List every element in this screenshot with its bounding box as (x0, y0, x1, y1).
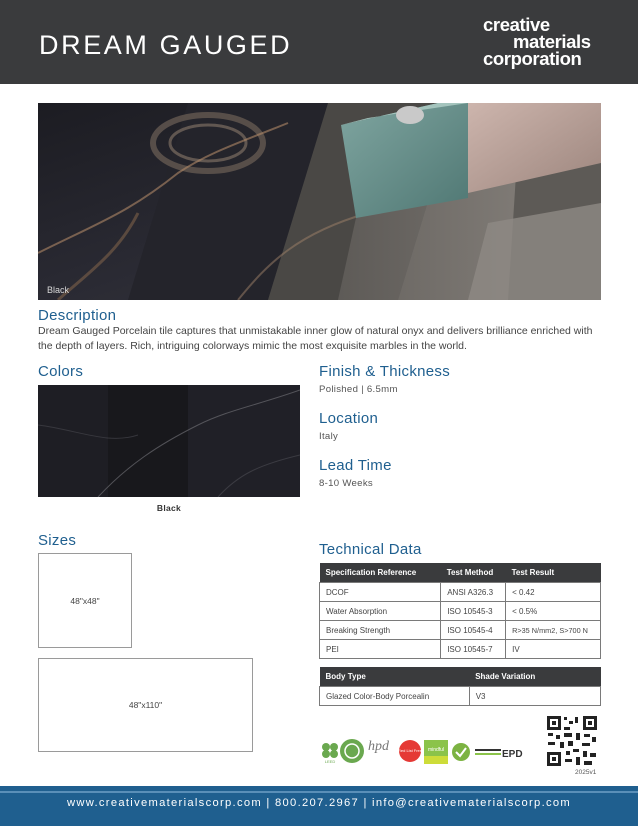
finish-heading: Finish & Thickness (319, 363, 451, 380)
logo-line-2: materials (513, 31, 591, 52)
epd-text: EPD (502, 749, 523, 760)
logo-line-3: corporation (483, 48, 582, 69)
location-value: Italy (319, 431, 339, 442)
table-cell: ISO 10545-4 (441, 621, 506, 640)
hero-caption: Black (47, 285, 70, 295)
size-label: 48"x48" (70, 595, 100, 606)
table-cell: ISO 10545-3 (441, 602, 506, 621)
hero-marble-illustration (38, 103, 601, 300)
size-box-square (38, 553, 132, 648)
colors-heading: Colors (38, 363, 84, 380)
hero-image (38, 103, 601, 300)
qr-code-icon (546, 715, 598, 772)
table-row (320, 583, 601, 602)
header-bar (0, 0, 638, 84)
table-cell: Water Absorption (320, 602, 441, 621)
table-cell: < 0.42 (506, 583, 601, 602)
table-row (320, 602, 601, 621)
table-cell: IV (506, 640, 601, 659)
table-cell: R>35 N/mm2, S>700 N (506, 621, 601, 640)
table-cell: Glazed Color-Body Porcealin (320, 687, 470, 706)
epd-icon (475, 744, 525, 765)
finish-value: Polished | 6.5mm (319, 384, 398, 395)
table-row (320, 640, 601, 659)
technical-table-header (320, 563, 601, 583)
color-swatch-label: Black (156, 503, 182, 513)
leed-icon (320, 740, 340, 769)
size-box-rectangle (38, 658, 253, 752)
column-header: Test Method (441, 563, 506, 583)
version-label: 2025v1 (575, 769, 597, 776)
table-cell: Breaking Strength (320, 621, 441, 640)
description-heading: Description (38, 307, 117, 324)
product-title: DREAM GAUGED (39, 30, 293, 60)
table-cell: V3 (469, 687, 600, 706)
column-header: Shade Variation (469, 667, 600, 687)
hpd-icon: hpd (368, 739, 389, 754)
technical-table (319, 563, 601, 659)
sizes-heading: Sizes (38, 532, 77, 549)
table-row (320, 687, 601, 706)
footer-stripe (0, 791, 638, 793)
body-type-table (319, 667, 601, 706)
red-list-free-icon (398, 739, 422, 768)
logo-line-1: creative (483, 14, 550, 35)
table-row (320, 621, 601, 640)
green-check-icon (451, 742, 471, 767)
leed-text: LEED (324, 759, 336, 764)
table-cell: PEI (320, 640, 441, 659)
company-logo (483, 16, 613, 68)
column-header: Body Type (320, 667, 470, 687)
recycle-badge-icon (339, 738, 365, 769)
mindful-text: mindful (427, 747, 445, 753)
table-cell: ANSI A326.3 (441, 583, 506, 602)
mindful-icon (424, 740, 448, 769)
column-header: Specification Reference (320, 563, 441, 583)
technical-heading: Technical Data (319, 541, 422, 558)
lead-time-value: 8-10 Weeks (319, 478, 374, 489)
footer-contact: www.creativematerialscorp.com | 800.207.2967 | info@creativematerialscorp.com (66, 797, 572, 809)
red-list-text: Red List Free (398, 748, 422, 753)
column-header: Test Result (506, 563, 601, 583)
table-cell: DCOF (320, 583, 441, 602)
description-text: Dream Gauged Porcelain tile captures that unmistakable inner glow of natural onyx and delivers brilliance enriched with the depth of layers. Rich, intriguing colorways mimic the most exquisite marbles in the world. (38, 325, 593, 352)
body-type-table-header (320, 667, 601, 687)
table-cell: ISO 10545-7 (441, 640, 506, 659)
color-swatch-black (38, 385, 300, 497)
lead-time-heading: Lead Time (319, 457, 392, 474)
size-label: 48"x110" (128, 700, 163, 710)
location-heading: Location (319, 410, 379, 427)
table-cell: < 0.5% (506, 602, 601, 621)
swatch-marble-illustration (38, 385, 300, 497)
